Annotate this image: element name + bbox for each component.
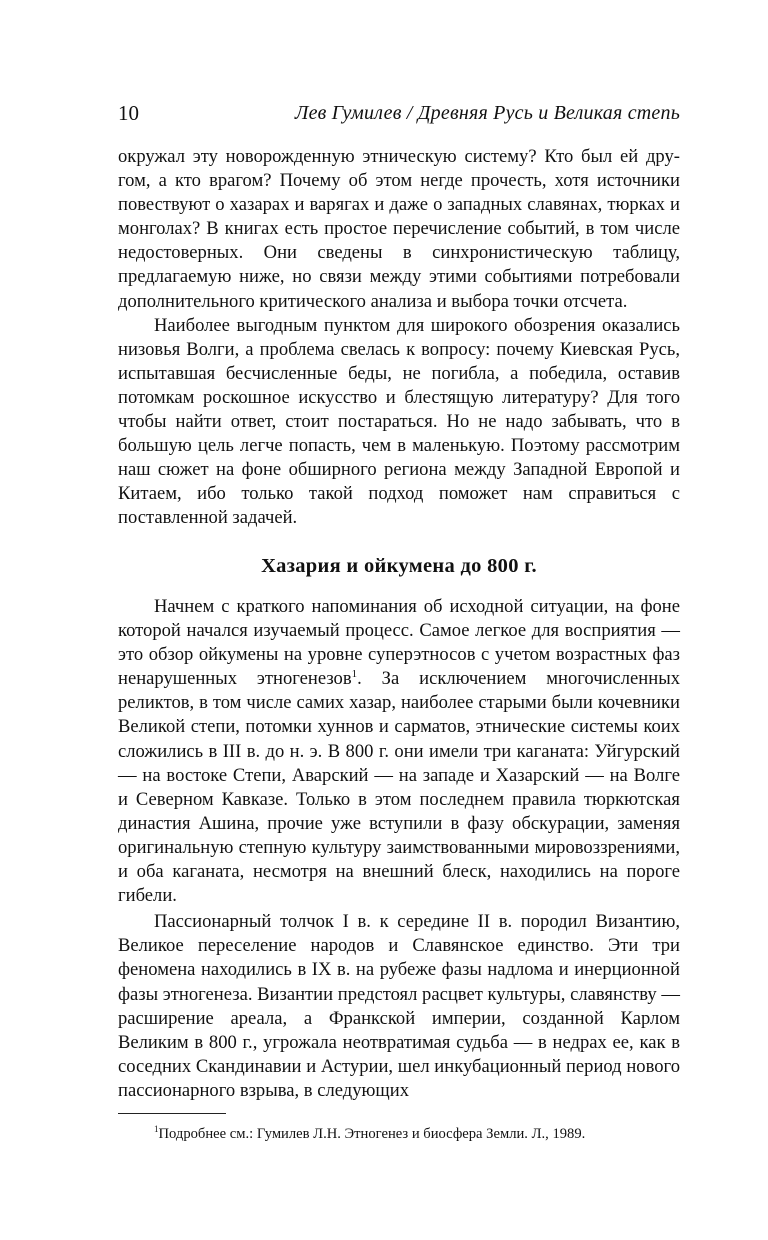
page-number: 10 [118, 101, 139, 125]
running-head [118, 98, 680, 128]
footnote-mark: 1 [154, 1124, 159, 1135]
book-page [118, 0, 680, 1240]
paragraph-continued: окружал эту новорожденную этническую систему? Кто был ей другом, а кто врагом? Почему об этом негде прочесть, хотя источники повествуют о хазарах и варягах и даже о западных славянах, тюрках и монголах? В книгах есть простое перечисление событий, в том числе недостоверных. Они сведены в синхронистическую таблицу, предлагаемую ниже, но связи между этими событиями потребовали дополнительного критического анализа и выбора точки отсчета. [118, 146, 680, 312]
paragraph: Наиболее выгодным пунктом для широкого обозрения оказались низовья Волги, а проблема свелась к вопросу: почему Киевская Русь, испытавшая бесчисленные беды, не погибла, а победила, оставив потомкам роскошное искусство и блестящую литературу? Для того чтобы найти ответ, стоит постараться. Но не надо забывать, что в большую цель легче попасть, чем в маленькую. Поэтому рассмотрим наш сюжет на фоне обширного региона между Западной Европой и Китаем, ибо только такой подход поможет нам справиться с поставленной задачей. [118, 314, 680, 529]
paragraph-text-start: Начнем с краткого напоминания об исходной ситуации, на фоне которой начался изучаемый процесс. Самое легкое для восприятия — это обзор ойкумены на уровне суперэтносов с учетом возрастных фаз ненарушенных этногенезов [118, 596, 680, 690]
section-text [118, 595, 680, 1103]
paragraph-with-footnote [118, 595, 680, 908]
running-title: Лев Гумилев / Древняя Русь и Великая степь [294, 102, 680, 124]
footnote-divider [118, 1113, 226, 1114]
paragraph: Пассионарный толчок I в. к середине II в. породил Византию, Великое переселение народов и Славянское единство. Эти три феномена находились в IX в. на рубеже фазы надлома и инерционной фазы этногенеза. Византии предстоял расцвет культуры, славянству — расширение ареала, а Франкской империи, созданной Карлом Великим в 800 г., угрожала неотвратимая судьба — в недрах ее, как в соседних Скандинавии и Астурии, шел инкубационный период нового пассионарного взрыва, в следующих [118, 911, 680, 1101]
footnote-reference[interactable]: 1 [351, 668, 358, 681]
paragraph-text-end: . За исключением многочисленных реликтов, в том числе самих хазар, наиболее старыми были кочевники Великой степи, потомки хуннов и сарматов, этнические системы коих сложились в III в. до н. э. В 800 г. они имели три каганата: Уйгурский — на востоке Степи, Аварский — на западе и Хазарский — на Волге и Северном Кавказе. Только в этом последнем правила тюркютская династия Ашина, прочие уже вступили в фазу обскурации, заменяя оригинальную степную культуру заимствованными мировоззрениями, и оба каганата, несмотря на внешний блеск, находились на пороге гибели. [118, 668, 680, 907]
footnote [118, 1124, 680, 1144]
footnote-text: Подробнее см.: Гумилев Л.Н. Этногенез и биосфера Земли. Л., 1989. [158, 1126, 586, 1142]
section-heading: Хазария и ойкумена до 800 г. [261, 555, 537, 577]
intro-text [118, 145, 680, 531]
